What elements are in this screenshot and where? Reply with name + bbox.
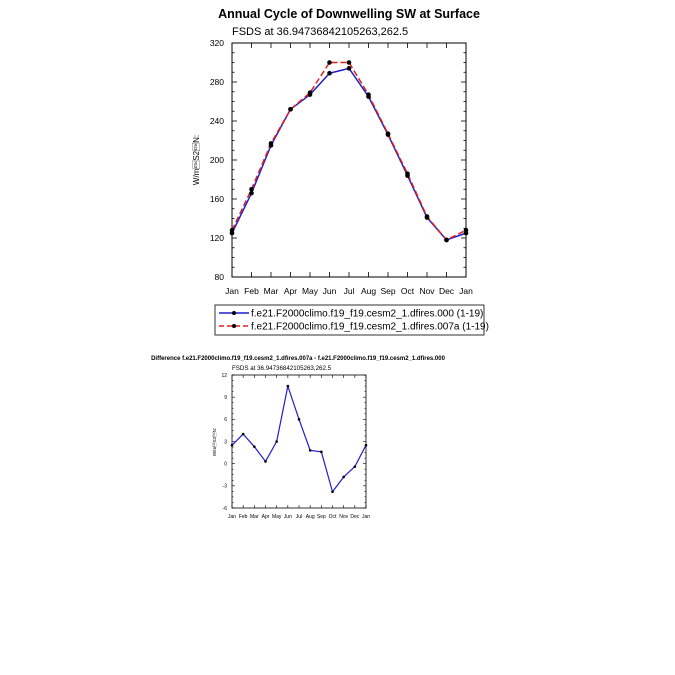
c1-x-tick-label: Nov <box>419 286 435 296</box>
c1-series-2-point <box>269 141 274 146</box>
c2-series-1-point <box>298 418 301 421</box>
legend-marker-series-1 <box>232 311 236 315</box>
c1-y-tick-label: 200 <box>209 154 224 165</box>
c1-series-line-2 <box>232 63 466 240</box>
c1-x-tick-label: May <box>301 286 319 296</box>
difference-chart-plot-frame <box>232 375 366 508</box>
c1-y-tick-label: 320 <box>209 37 224 48</box>
c2-y-tick-label: 3 <box>224 439 227 446</box>
c2-y-tick-label: 12 <box>221 372 227 379</box>
c2-y-tick-label: 6 <box>224 417 227 424</box>
c2-series-1-point <box>331 490 334 493</box>
c1-x-tick-label: Jan <box>225 286 239 296</box>
c1-series-2-point <box>464 228 469 233</box>
c1-x-tick-label: Feb <box>244 286 259 296</box>
difference-chart-x-ticks <box>228 375 370 520</box>
legend-label-series-1: f.e21.F2000climo.f19_f19.cesm2_1.dfires.000 (1-19) <box>251 308 484 320</box>
c2-x-tick-label: Oct <box>328 514 337 520</box>
c2-series-1-point <box>354 465 357 468</box>
c1-series-2-point <box>288 107 293 112</box>
c1-series-2-point <box>327 60 332 65</box>
c1-series-1-point <box>327 71 332 76</box>
c1-series-2-point <box>230 228 235 233</box>
difference-chart-title: Difference f.e21.F2000climo.f19_f19.cesm2_1.dfires.007a - f.e21.F2000climo.f19_f19.cesm2_1.dfires.000 <box>151 356 445 362</box>
c2-y-tick-label: 0 <box>224 461 227 468</box>
c1-series-1-point <box>347 66 352 71</box>
c2-x-tick-label: Aug <box>305 514 315 520</box>
c2-x-tick-label: Apr <box>261 514 270 520</box>
c1-series-2-point <box>386 131 391 136</box>
c2-series-1-point <box>242 433 245 436</box>
legend-label-series-2: f.e21.F2000climo.f19_f19.cesm2_1.dfires.007a (1-19) <box>251 321 489 333</box>
c1-series-2-point <box>249 187 254 192</box>
c1-x-tick-label: Apr <box>283 286 298 296</box>
c1-x-tick-label: Mar <box>263 286 279 296</box>
c2-y-tick-label: -6 <box>222 505 227 512</box>
difference-chart-subtitle: FSDS at 36.94736842105263,262.5 <box>232 365 332 372</box>
difference-chart <box>151 356 446 520</box>
difference-chart-y-ticks <box>221 373 366 512</box>
main-chart-y-axis-label: W/mS2N: <box>192 134 201 186</box>
c1-series-2-point <box>308 90 313 95</box>
c2-series-line-1 <box>232 386 366 492</box>
c2-series-1-point <box>309 449 312 452</box>
c2-series-1-point <box>365 444 368 447</box>
main-chart-x-ticks <box>225 43 473 296</box>
main-chart-series <box>230 60 469 242</box>
c1-y-tick-label: 80 <box>214 271 224 282</box>
c2-x-tick-label: Feb <box>238 514 248 520</box>
c2-series-1-point <box>342 476 345 479</box>
c2-x-tick-label: Jan <box>227 514 237 520</box>
c1-series-2-point <box>347 60 352 65</box>
c2-x-tick-label: Sep <box>316 514 326 520</box>
c1-y-tick-label: 280 <box>209 76 224 87</box>
c1-y-tick-label: 160 <box>209 193 224 204</box>
main-chart-plot-frame <box>232 43 466 277</box>
c1-series-2-point <box>405 171 410 176</box>
c2-x-tick-label: Jan <box>361 514 371 520</box>
main-chart-legend <box>215 305 489 335</box>
c1-series-2-point <box>444 238 449 243</box>
c1-series-2-point <box>425 214 430 219</box>
c1-y-tick-label: 240 <box>209 115 224 126</box>
c1-x-tick-label: Jun <box>322 286 337 296</box>
main-chart-y-ticks <box>210 38 466 282</box>
c2-x-tick-label: Nov <box>339 514 349 520</box>
c1-series-2-point <box>366 92 371 97</box>
c1-x-tick-label: Dec <box>438 286 455 296</box>
main-chart-title: Annual Cycle of Downwelling SW at Surface <box>218 7 480 21</box>
c2-x-tick-label: Jul <box>295 514 303 520</box>
main-chart-subtitle: FSDS at 36.94736842105263,262.5 <box>232 26 409 38</box>
c1-x-tick-label: Oct <box>400 286 415 296</box>
difference-chart-series <box>231 385 368 493</box>
c1-y-tick-label: 120 <box>209 232 224 243</box>
difference-chart-y-axis-label: W/mS2N: <box>212 427 217 457</box>
c2-series-1-point <box>320 451 323 454</box>
c2-series-1-point <box>287 385 290 388</box>
c2-series-1-point <box>264 460 267 463</box>
main-chart <box>192 7 489 335</box>
c2-y-tick-label: 9 <box>224 394 227 401</box>
legend-marker-series-2 <box>232 324 236 328</box>
c2-x-tick-label: Jun <box>283 514 292 520</box>
c2-x-tick-label: Dec <box>350 514 360 520</box>
c1-x-tick-label: Jan <box>459 286 473 296</box>
c2-series-1-point <box>253 445 256 448</box>
c1-x-tick-label: Aug <box>360 286 377 296</box>
c1-x-tick-label: Jul <box>343 286 355 296</box>
c2-series-1-point <box>231 444 234 447</box>
c2-series-1-point <box>275 440 278 443</box>
c2-x-tick-label: May <box>271 514 282 520</box>
c1-x-tick-label: Sep <box>380 286 396 296</box>
c2-x-tick-label: Mar <box>250 514 259 520</box>
c2-y-tick-label: -3 <box>222 483 227 490</box>
